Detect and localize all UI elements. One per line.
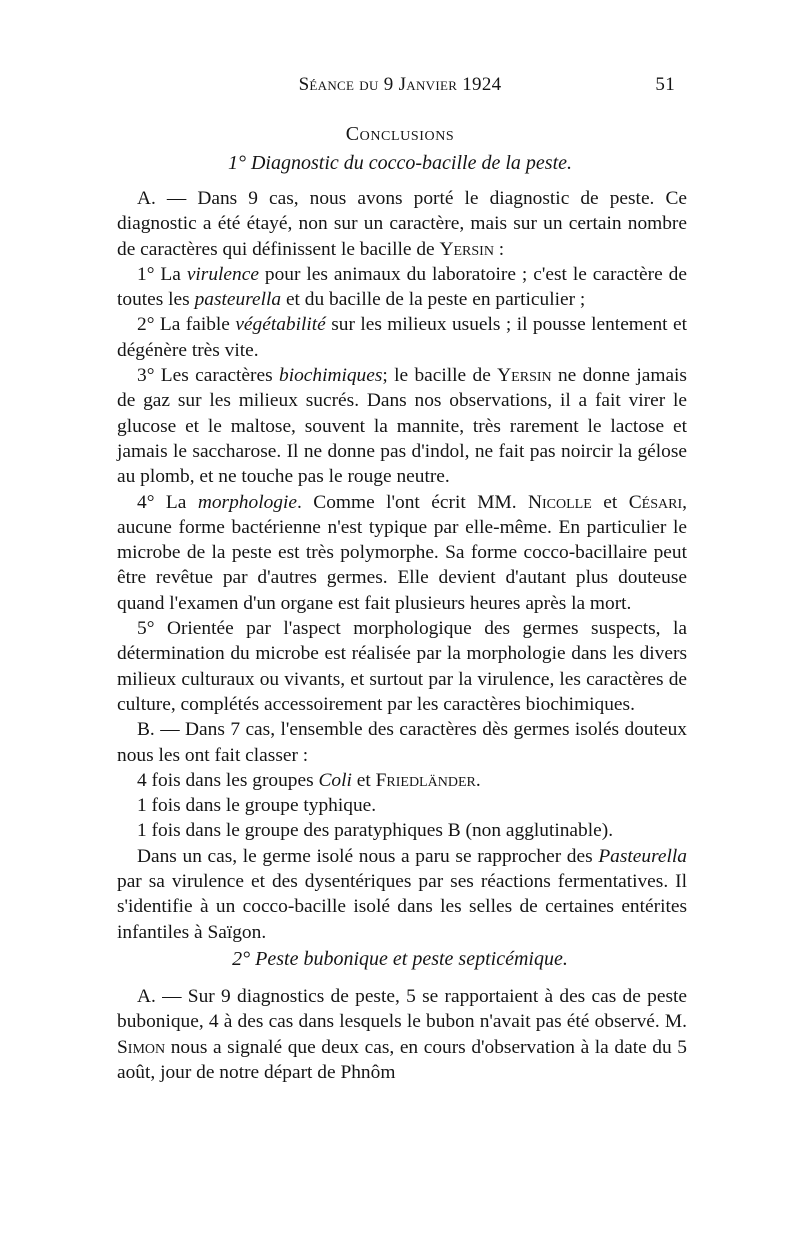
text-span: nous a signalé que deux cas, en cours d'observation à la date du 5 août, jour de notre départ de Phnôm [117,1036,687,1083]
text-span: ne donne jamais de gaz sur les milieux sucrés. Dans nos observations, il a fait virer le glucose et le maltose, souvent la mannite, très rarement le lactose et jamais le saccharose. Il ne donne pas d'indol, ne fait pas noircir la gélose au plomb, et ne touche pas le rouge neutre. [117,365,687,488]
text-span: Dans un cas, le germe isolé nous a paru se rapprocher des [137,845,599,867]
emphasis: végétabilité [235,314,326,336]
list-line-2: 1 fois dans le groupe typhique. [137,795,377,817]
paragraph-item2 [117,312,687,363]
emphasis: pasteurella [194,289,282,311]
text-span: 1° La [137,263,187,285]
text-span: pour les animaux du laboratoire ; c'est le caractère de toutes les [117,263,687,311]
paragraph-A [117,186,687,262]
text-span: et [351,769,376,791]
name-nicolle: Nicolle [528,491,592,513]
paragraph-item1 [117,262,687,313]
text-span: 4 fois dans les groupes [137,769,319,791]
name-yersin: Yersin [439,238,494,260]
running-head-title: Séance du 9 Janvier 1924 [298,74,502,95]
conclusions-heading: Conclusions [345,123,455,145]
paragraph-item3 [117,363,687,489]
name-simon: Simon [117,1036,166,1058]
section1-body [117,186,687,945]
name-cesari: Césari [628,491,683,513]
running-head [0,74,800,104]
paragraph-2A [117,984,687,1085]
text-span: 3° Les caractères [137,365,279,387]
emphasis: biochimiques [279,365,383,387]
text-span: A. — Dans 9 cas, nous avons porté le diagnostic de peste. Ce diagnostic a été étayé, non sur un caractère, mais sur un certain nombre de caractères qui définissent le bacille de [117,188,687,260]
text-span: . [475,769,481,791]
section1-title: 1° Diagnostic du cocco-bacille de la peste. [227,152,572,174]
name-friedlander: Friedländer [375,769,476,791]
text-span: ; le bacille de [382,365,498,387]
paragraph-item5: 5° Orientée par l'aspect morphologique des germes suspects, la détermination du microbe est réalisée par la morphologie dans les divers milieux culturaux ou vivants, et surtout par la virulence, les caractères de culture, complétés accessoirement par les caractères biochimiques. [117,618,687,715]
emphasis: Coli [318,769,352,791]
text-span: et du bacille de la peste en particulier ; [281,289,586,311]
text-span: : [493,238,505,260]
section2-body [117,984,687,1085]
name-yersin: Yersin [497,365,552,387]
text-span: par sa virulence et des dysentériques par ses réactions fermentatives. Il s'identifie à un cocco-bacille isolé dans les selles de certaines entérites infantiles à Saïgon. [117,871,687,943]
paragraph-item4 [117,490,687,616]
emphasis: Pasteurella [598,845,687,867]
text-span: 4° La [137,491,198,513]
paragraph-B-detail [117,844,687,945]
emphasis: virulence [186,263,259,285]
text-span: et [591,491,629,513]
emphasis: morphologie [197,491,297,513]
text-span: 2° La faible [137,314,236,336]
list-line-1 [117,768,687,793]
list-line-3: 1 fois dans le groupe des paratyphiques B (non agglutinable). [137,820,614,842]
text-span: A. — Sur 9 diagnostics de peste, 5 se rapportaient à des cas de peste bubonique, 4 à des cas dans lesquels le bubon n'avait pas été observé. M. [117,986,687,1033]
section2-title: 2° Peste bubonique et peste septicémique. [232,948,568,970]
text-span: . Comme l'ont écrit MM. [296,491,529,513]
text-span: sur les milieux usuels ; il pousse lentement et dégénère très vite. [117,314,687,361]
page-number: 51 [655,74,675,95]
paragraph-B: B. — Dans 7 cas, l'ensemble des caractères dès germes isolés douteux nous les ont fait classer : [117,719,687,766]
text-span: , aucune forme bactérienne n'est typique par elle-même. En particulier le microbe de la peste est très polymorphe. Sa forme cocco-bacillaire peut être revêtue par d'autres germes. Elle devient d'autant plus douteuse quand l'examen d'un organe est fait plusieurs heures après la mort. [117,491,687,614]
